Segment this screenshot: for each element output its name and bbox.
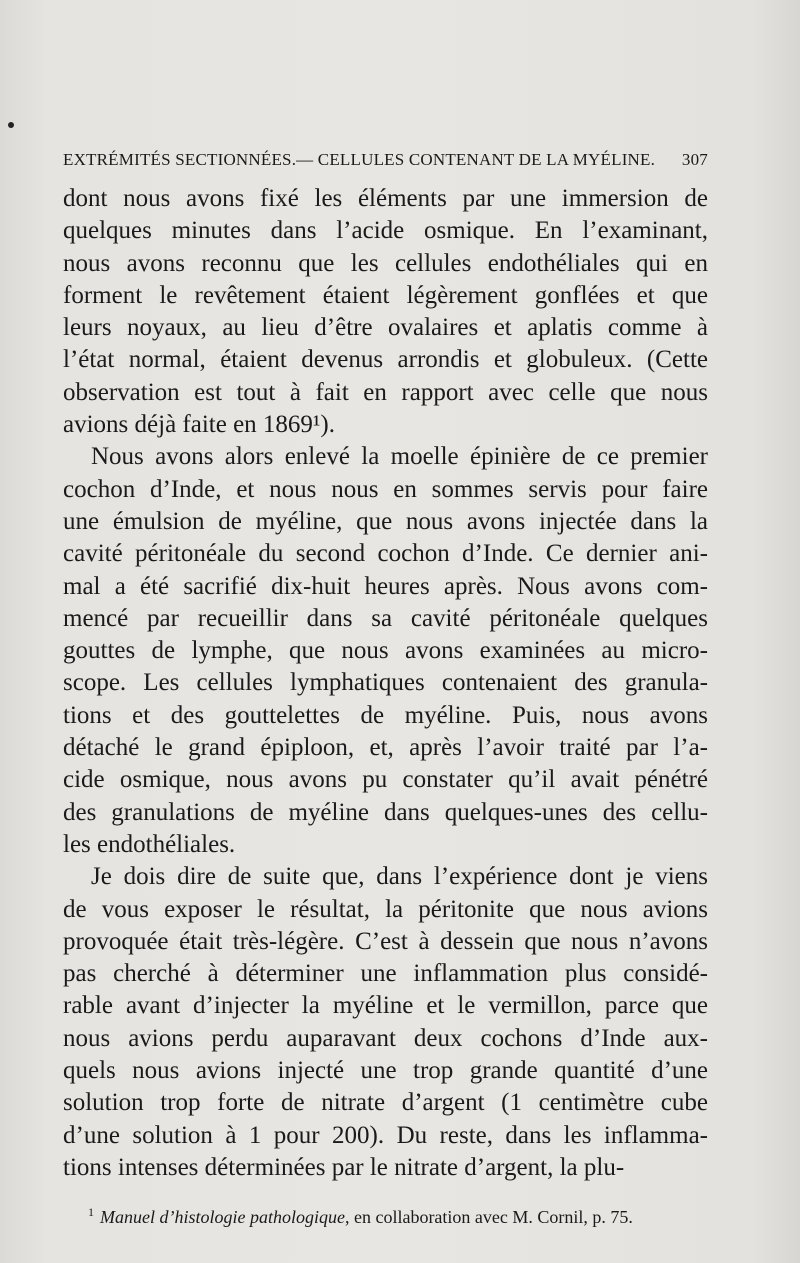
text-line: provoquée était très-légère. C’est à dessein que nous n’avons — [63, 927, 708, 955]
text-line: dont nous avons fixé les éléments par une immersion de — [63, 185, 708, 212]
text-line: cochon d’Inde, et nous nous en sommes servis pour faire — [63, 475, 708, 503]
text-line: de vous exposer le résultat, la péritonite que nous avions — [63, 895, 708, 923]
text-line: une émulsion de myéline, que nous avons injectée dans la — [63, 507, 708, 535]
text-line: scope. Les cellules lymphatiques contenaient des granula- — [63, 669, 708, 697]
text-line: l’état normal, étaient devenus arrondis et globuleux. (Cette — [63, 346, 708, 374]
text-line: observation est tout à fait en rapport avec celle que nous — [63, 378, 708, 406]
text-line: Je dois dire de suite que, dans l’expérience dont je viens — [91, 863, 708, 891]
footnote-text: , en collaboration avec M. Cornil, p. 75. — [344, 1207, 633, 1227]
text-line: des granulations de myéline dans quelques-unes des cellu- — [63, 798, 708, 826]
running-title: EXTRÉMITÉS SECTIONNÉES.— CELLULES CONTENANT DE LA MYÉLINE. — [63, 150, 656, 169]
running-header — [63, 150, 708, 170]
text-line: cavité péritonéale du second cochon d’Inde. Ce dernier ani- — [63, 540, 708, 568]
text-line: nous avions perdu auparavant deux cochons d’Inde aux- — [63, 1024, 708, 1052]
body-text — [63, 183, 708, 1184]
text-line: tions et des gouttelettes de myéline. Puis, nous avons — [63, 701, 708, 729]
page-number: 307 — [681, 150, 708, 169]
footnote-title: Manuel d’histologie pathologique — [100, 1207, 345, 1227]
ink-speck — [8, 122, 14, 128]
text-line: leurs noyaux, au lieu d’être ovalaires et aplatis comme à — [63, 314, 708, 342]
paragraph — [63, 441, 708, 861]
text-line: forment le revêtement étaient légèrement gonflées et que — [63, 281, 708, 309]
text-line: pas cherché à déterminer une inflammation plus considé- — [63, 960, 708, 988]
footnote — [88, 1205, 708, 1228]
text-line: tions intenses déterminées par le nitrate d’argent, la plu- — [63, 1153, 625, 1181]
text-line: solution trop forte de nitrate d’argent (1 centimètre cube — [63, 1089, 708, 1117]
text-line: gouttes de lymphe, que nous avons examinées au micro- — [63, 637, 708, 665]
text-line: d’une solution à 1 pour 200). Du reste, dans les inflamma- — [63, 1121, 708, 1149]
text-line: rable avant d’injecter la myéline et le vermillon, parce que — [63, 992, 708, 1020]
text-line: quelques minutes dans l’acide osmique. En l’examinant, — [63, 217, 708, 245]
text-line: détaché le grand épiploon, et, après l’avoir traité par l’a- — [63, 734, 708, 762]
text-line: avions déjà faite en 1869¹). — [63, 411, 335, 439]
paragraph — [63, 861, 708, 1184]
text-line: mencé par recueillir dans sa cavité péritonéale quelques — [63, 604, 708, 632]
paragraph — [63, 183, 708, 441]
text-line: quels nous avions injecté une trop grande quantité d’une — [63, 1057, 708, 1085]
text-line: nous avons reconnu que les cellules endothéliales qui en — [63, 249, 708, 277]
text-line: cide osmique, nous avons pu constater qu’il avait pénétré — [63, 766, 708, 794]
text-line: mal a été sacrifié dix-huit heures après. Nous avons com- — [63, 572, 708, 600]
text-line: Nous avons alors enlevé la moelle épinière de ce premier — [91, 443, 708, 471]
text-line: les endothéliales. — [63, 830, 236, 858]
footnote-marker: 1 — [88, 1205, 94, 1219]
